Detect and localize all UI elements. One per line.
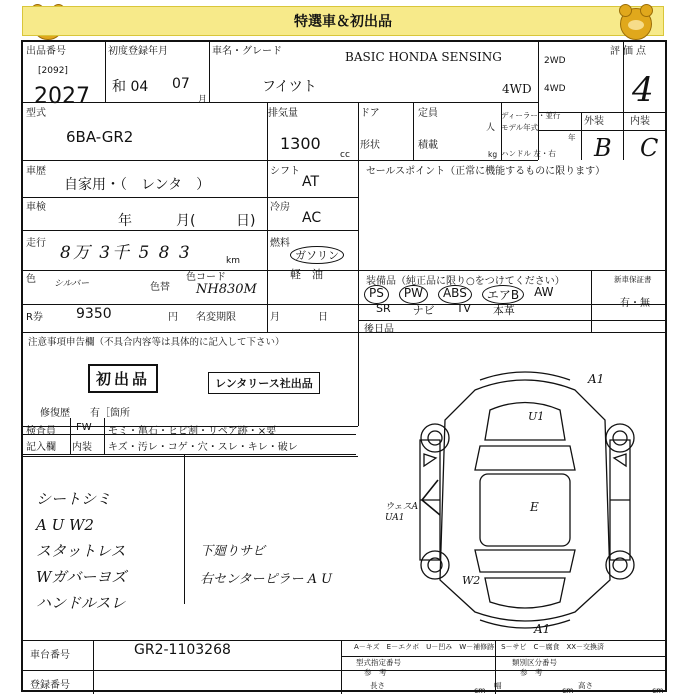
capacity-label: 定員 <box>418 108 438 119</box>
chassis-value: GR2-1103268 <box>134 642 231 658</box>
dim-height-cm: cm <box>652 686 664 695</box>
mark-u1: U1 <box>528 410 545 423</box>
inspector-label-2: 記入欄 <box>26 442 56 453</box>
history-label: 車歴 <box>26 166 46 177</box>
inspector-row2: キズ・汚レ・コゲ・穴・スレ・キレ・破レ <box>108 442 298 453</box>
shape-label: 形状 <box>360 140 380 151</box>
color-label: 色 <box>26 274 36 285</box>
recycle-value: 9350 <box>76 306 112 322</box>
inspector-row2-head: 内装 <box>72 442 92 453</box>
note-left-4: Wガバーヨズ <box>36 568 127 586</box>
lot-code: [2092] <box>38 66 68 76</box>
equipment-label: 装備品（純正品に限り○をつけてください） <box>366 276 565 287</box>
banner <box>22 6 664 36</box>
diagram-side-note: ウェスA UA1 <box>385 502 419 523</box>
lot-label: 出品番号 <box>26 46 66 57</box>
history-value: 自家用・（ レンタ ） <box>64 177 211 193</box>
inspection-label: 車検 <box>26 202 46 213</box>
car-drive: 4WD <box>502 82 532 96</box>
mark-e: E <box>530 500 539 514</box>
banner-title: 特選車＆初出品 <box>294 14 392 30</box>
handwritten-left <box>36 486 126 616</box>
car-label: 車名・グレード <box>212 46 282 57</box>
damage-legend: A－キズ E－エクボ U－凹み W－補修跡 S－サビ C－腐食 XX－交換済 <box>354 643 605 651</box>
first-reg-month: 07 <box>172 76 190 92</box>
handwritten-right <box>200 538 332 594</box>
lot-number: 2027 <box>34 84 90 109</box>
fuel-gas: ガソリン <box>290 246 344 264</box>
recycle-unit: 円 <box>168 312 178 323</box>
inspector-row1-head: FW <box>76 422 92 433</box>
first-reg-month-unit: 月 <box>198 95 208 105</box>
class-code-label: 類別区分番号 <box>512 658 557 667</box>
car-grade: BASIC HONDA SENSING <box>345 50 502 64</box>
color-value: シルバー <box>54 279 90 289</box>
note-left-5: ハンドルスレ <box>36 594 126 612</box>
equip-abs: ABS <box>438 285 472 304</box>
equip-aw: AW <box>534 285 554 299</box>
repair-history: 修復歴 有［箇所 <box>40 408 130 419</box>
ac-label: 冷房 <box>270 202 290 213</box>
engine-label: 排気量 <box>268 108 298 119</box>
note-left-3: スタットレス <box>36 542 126 560</box>
shift-value: AT <box>302 174 320 190</box>
ac-value: AC <box>302 210 322 226</box>
model-label: 型式 <box>26 108 46 119</box>
warranty-value: 有・無 <box>620 298 650 309</box>
dim-width-cm: cm <box>562 686 574 695</box>
first-reg-era-text: 和 <box>112 79 126 95</box>
first-reg-era <box>112 76 148 96</box>
engine-unit: cc <box>340 150 350 160</box>
rear-seat-label: 後日品 <box>364 324 394 335</box>
type-code-label: 型式指定番号 <box>356 658 401 667</box>
car-name: フイツト <box>262 79 317 95</box>
notes-label: 注意事項申告欄（不具合内容等は具体的に記入して下さい） <box>28 337 285 348</box>
equip-airbag: エアB <box>482 285 524 304</box>
int-label: 内装 <box>630 116 650 127</box>
transfer-day: 日 <box>318 312 328 323</box>
model-value: 6BA-GR2 <box>66 128 134 146</box>
fuel-diesel: 軽 油 <box>290 268 323 281</box>
equip-navi: ナビ <box>412 304 435 317</box>
type-code-sub: 参 考 <box>364 668 387 677</box>
transfer-label: 名変期限 <box>196 312 236 323</box>
ext-value: B <box>594 134 612 162</box>
fuel-label: 燃料 <box>270 238 290 249</box>
color-code-value: NH830M <box>196 282 257 297</box>
dim-length-cm: cm <box>474 686 486 695</box>
class-code-sub: 参 考 <box>520 668 543 677</box>
capacity-unit: 人 <box>486 123 496 133</box>
mark-a1-bottom: A1 <box>534 622 551 636</box>
model-year-unit: 年 <box>568 133 576 142</box>
dealer-label: ディーラー・並行 <box>501 111 561 120</box>
equip-tv: TV <box>456 302 471 315</box>
inspector-label-1: 検査員 <box>26 426 56 437</box>
score-label: 評価点 <box>610 46 649 57</box>
load-label: 積載 <box>418 140 438 151</box>
drive-2wd: 2WD <box>544 56 566 66</box>
registration-label: 登録番号 <box>30 680 70 691</box>
ext-label: 外装 <box>584 116 604 127</box>
inspection-month: 月( <box>176 213 196 229</box>
shift-label: シフト <box>270 166 300 177</box>
mileage-label: 走行 <box>26 238 46 249</box>
equip-pw: PW <box>399 285 428 304</box>
inspection-day: 日) <box>236 213 256 229</box>
note-left-1: シートシミ <box>36 490 112 508</box>
recycle-label: R券 <box>26 312 43 323</box>
stamp-first-listing: 初出品 <box>88 364 158 393</box>
dim-height: 高さ <box>578 681 593 690</box>
note-right-1: 下廻りサビ <box>200 544 266 559</box>
load-unit: kg <box>488 150 498 159</box>
dim-length: 長さ <box>370 681 385 690</box>
color-code-label: 色コード <box>186 272 226 283</box>
equip-leather: 本革 <box>492 304 515 317</box>
int-value: C <box>640 134 659 162</box>
score-value: 4 <box>632 70 654 110</box>
inspector-row1: モミ・亀石・ヒビ割・リペア跡・×要 <box>108 426 277 437</box>
note-right-2: 右センターピラー A U <box>200 572 333 587</box>
chassis-label: 車台番号 <box>30 650 70 661</box>
inspection-year: 年 <box>118 213 132 229</box>
equipment-row2 <box>376 302 515 318</box>
mascot-right-icon <box>620 8 652 40</box>
mark-a1-top: A1 <box>588 372 605 386</box>
note-left-2: A U W2 <box>36 516 94 534</box>
mileage-value: 8万 3千 5 8 3 <box>60 243 192 263</box>
engine-value: 1300 <box>280 134 321 153</box>
first-reg-label: 初度登録年月 <box>108 46 168 57</box>
first-reg-year: 04 <box>130 79 149 95</box>
stamp-rental-lease: レンタリース社出品 <box>208 372 320 394</box>
model-year-label: モデル年式 <box>501 123 539 132</box>
equip-sr: SR <box>376 302 391 315</box>
sales-point-label: セールスポイント（正常に機能するものに限ります） <box>366 166 606 177</box>
car-damage-diagram <box>380 350 670 640</box>
mark-w2: W2 <box>462 574 481 587</box>
trade-in-label: 色替 <box>150 282 170 293</box>
dim-width: 幅 <box>494 681 502 690</box>
doors-label: ドア <box>360 108 380 119</box>
transfer-month: 月 <box>270 312 280 323</box>
handle-label: ハンドル 左・右 <box>501 149 556 158</box>
mileage-unit: km <box>226 256 240 266</box>
warranty-label: 新車保証書 <box>614 275 652 284</box>
equip-ps: PS <box>364 285 389 304</box>
drive-4wd: 4WD <box>544 84 566 94</box>
